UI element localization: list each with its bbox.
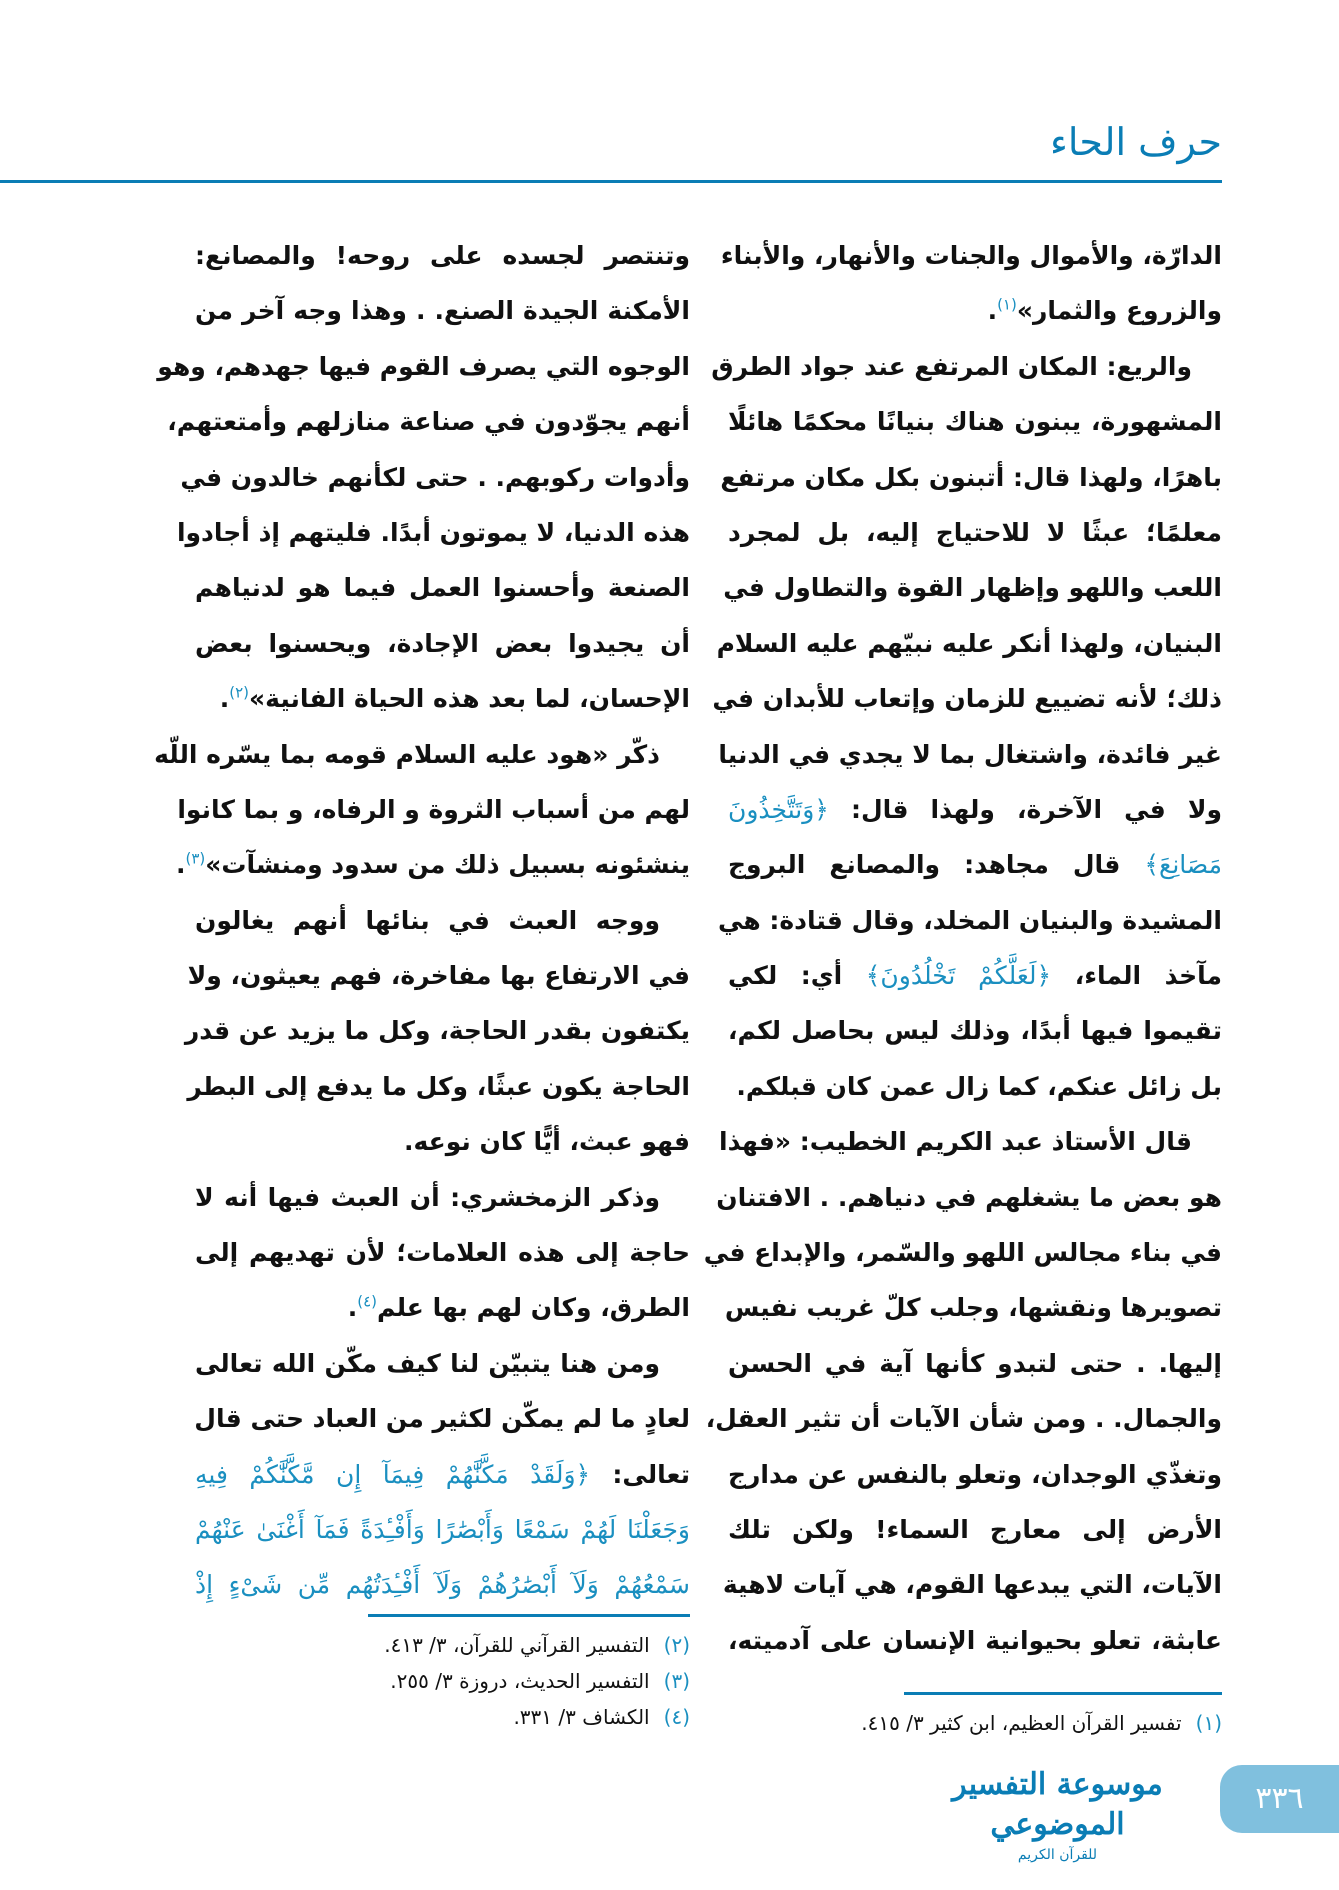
footnote-number: (٢)	[663, 1633, 690, 1657]
text-segment: في بناء مجالس اللهو والسّمر، والإبداع في	[703, 1238, 1222, 1268]
text-line	[728, 1502, 1222, 1557]
footnote-number: (٣)	[663, 1669, 690, 1693]
text-segment: والريع: المكان المرتفع عند جواد الطرق	[711, 351, 1192, 381]
text-line	[195, 560, 690, 615]
text-line	[722, 1557, 1222, 1612]
text-line	[187, 948, 690, 1003]
text-segment: وتغذّي الوجدان، وتعلو بالنفس عن مدارج	[728, 1459, 1222, 1489]
text-segment: المشيدة والبنيان المخلد، وقال قتادة: هي	[718, 905, 1222, 935]
text-segment: هذه الدنيا، لا يموتون أبدًا. فليتهم إذ أجادوا	[176, 517, 690, 547]
quran-verse: ﴿وَلَقَدْ مَكَّنَّٰهُمْ فِيمَآ إِن مَّكَّنَّٰكُمْ فِيهِ	[195, 1459, 591, 1489]
text-segment: الطرق، وكان لهم بها علم	[377, 1293, 690, 1323]
text-segment: فهو عبث، أيًّا كان نوعه.	[403, 1127, 690, 1157]
text-segment: حاجة إلى هذه العلامات؛ لأن تهديهم إلى	[195, 1238, 690, 1268]
text-segment: وأدوات ركوبهم. . حتى لكأنهم خالدون في	[180, 462, 690, 492]
text-segment: الدارّة، والأموال والجنات والأنهار، والأبناء	[720, 241, 1222, 270]
text-segment: يكتفون بقدر الحاجة، وكل ما يزيد عن قدر	[184, 1016, 690, 1046]
text-segment: وتنتصر لجسده على روحه! والمصانع:	[195, 241, 690, 270]
text-line	[728, 782, 1222, 837]
text-segment: أنهم يجوّدون في صناعة منازلهم وأمتعتهم،	[167, 407, 690, 437]
text-line	[720, 450, 1222, 505]
footnote-text: التفسير الحديث، دروزة ٣/ ٢٥٥.	[390, 1669, 650, 1693]
text-line	[712, 671, 1222, 726]
logo-subtitle: للقرآن الكريم	[1017, 1847, 1098, 1863]
text-segment: قال مجاهد: والمصانع البروج	[728, 850, 1145, 880]
text-segment: باهرًا، ولهذا قال: أتبنون بكل مكان مرتفع	[720, 462, 1222, 492]
text-line	[195, 1225, 690, 1280]
text-line	[157, 339, 690, 394]
text-line	[176, 837, 690, 892]
text-segment: هو بعض ما يشغلهم في دنياهم. . الافتنان	[716, 1182, 1222, 1212]
text-segment: والزروع والثمار»	[1016, 296, 1222, 326]
text-line	[718, 893, 1222, 948]
text-line	[703, 1225, 1222, 1280]
text-segment: عابثة، تعلو بحيوانية الإنسان على آدميته،	[728, 1625, 1222, 1655]
text-segment: لعادٍ ما لم يمكّن لكثير من العباد حتى قال	[194, 1404, 690, 1434]
text-segment: ينشئونه بسبيل ذلك من سدود ومنشآت»	[205, 850, 690, 880]
text-segment: أن يجيدوا بعض الإجادة، ويحسنوا بعض	[195, 628, 690, 658]
text-line	[195, 1391, 690, 1446]
text-line	[711, 339, 1222, 394]
text-segment: ذلك؛ لأنه تضييع للزمان وإتعاب للأبدان في	[712, 684, 1222, 714]
right-column	[703, 228, 1222, 1668]
text-line	[176, 505, 690, 560]
text-line	[723, 560, 1222, 615]
text-line	[720, 228, 1222, 283]
text-line	[154, 727, 690, 782]
footnote-number: (٤)	[663, 1705, 690, 1729]
text-segment: البنيان، ولهذا أنكر عليه نبيّهم عليه السلام	[716, 628, 1222, 658]
footnote-ref[interactable]: (٤)	[357, 1293, 377, 1312]
text-segment: الأمكنة الجيدة الصنع. . وهذا وجه آخر من	[195, 296, 690, 326]
text-segment: .	[219, 684, 230, 714]
text-line	[728, 1613, 1222, 1668]
header-divider	[0, 180, 1222, 183]
text-line	[728, 1447, 1222, 1502]
text-segment: والجمال. . ومن شأن الآيات أن تثير العقل،	[705, 1404, 1222, 1434]
text-line	[724, 1280, 1222, 1335]
text-line	[167, 394, 690, 449]
text-segment: إليها. . حتى لتبدو كأنها آية في الحسن	[728, 1348, 1222, 1378]
text-line	[716, 1170, 1222, 1225]
text-line	[728, 394, 1222, 449]
text-segment: قال الأستاذ عبد الكريم الخطيب: «فهذا	[719, 1127, 1192, 1157]
footnote-ref[interactable]: (٣)	[185, 849, 206, 868]
footnote	[390, 1663, 690, 1699]
text-line	[195, 1114, 690, 1169]
left-column	[154, 228, 690, 1613]
quran-verse: ﴿وَتَتَّخِذُونَ	[728, 794, 829, 824]
footnote	[861, 1705, 1222, 1741]
quran-verse: مَصَانِعَ﴾	[1144, 850, 1222, 880]
text-line	[195, 228, 690, 283]
quran-verse: ﴿لَعَلَّكُمْ تَخْلُدُونَ﴾	[865, 961, 1052, 991]
logo-title: موسوعة التفسير الموضوعي	[952, 1767, 1163, 1842]
text-line	[728, 1336, 1222, 1391]
text-segment: أي: لكي	[728, 961, 866, 991]
text-line	[195, 1557, 690, 1612]
text-segment: المشهورة، يبنون هناك بنيانًا محكمًا هائلًا	[728, 407, 1222, 437]
text-segment: ذكّر «هود عليه السلام قومه بما يسّره اللّه	[154, 739, 660, 769]
text-segment: الحاجة يكون عبثًا، وكل ما يدفع إلى البطر	[187, 1071, 690, 1101]
quran-verse: سَمْعُهُمْ وَلَآ أَبْصَٰرُهُمْ وَلَآ أَفْـِٔدَتُهُم مِّن شَىْءٍ إِذْ	[195, 1570, 690, 1600]
chapter-title: حرف الحاء	[1049, 120, 1222, 164]
footnote-ref[interactable]: (١)	[997, 296, 1017, 315]
text-segment: بل زائل عنكم، كما زال عمن كان قبلكم.	[736, 1071, 1222, 1101]
footnote-number: (١)	[1195, 1711, 1222, 1735]
text-line	[728, 283, 1222, 338]
series-logo	[930, 1765, 1185, 1865]
text-line	[728, 837, 1222, 892]
text-segment: الآيات، التي يبدعها القوم، هي آيات لاهية	[722, 1570, 1222, 1600]
footnote-divider-left	[368, 1614, 690, 1617]
text-line	[187, 1059, 690, 1114]
text-line	[180, 450, 690, 505]
text-line	[719, 1114, 1222, 1169]
footnote	[384, 1627, 690, 1663]
text-line	[718, 727, 1222, 782]
text-line	[728, 505, 1222, 560]
text-line	[195, 671, 690, 726]
footnote-divider-right	[904, 1692, 1222, 1695]
text-segment: في الارتفاع بها مفاخرة، فهم يعيثون، ولا	[187, 961, 690, 991]
text-segment: .	[347, 1293, 358, 1323]
text-line	[195, 1502, 690, 1557]
page-number: ٣٣٦	[1220, 1765, 1339, 1833]
text-line	[184, 1003, 690, 1058]
text-segment: .	[987, 296, 998, 326]
text-segment: معلمًا؛ عبثًا لا للاحتياج إليه، بل لمجرد	[728, 517, 1222, 547]
footnote-text: التفسير القرآني للقرآن، ٣/ ٤١٣.	[384, 1633, 650, 1657]
text-segment: ومن هنا يتبيّن لنا كيف مكّن الله تعالى	[195, 1348, 660, 1378]
text-line	[195, 1170, 690, 1225]
text-segment: مآخذ الماء،	[1051, 961, 1222, 991]
text-line	[195, 616, 690, 671]
text-line	[728, 1003, 1222, 1058]
footnote-ref[interactable]: (٢)	[229, 683, 250, 702]
text-line	[728, 948, 1222, 1003]
text-line	[705, 1391, 1222, 1446]
text-segment: تصويرها ونقشها، وجلب كلّ غريب نفيس	[724, 1293, 1222, 1323]
text-line	[195, 1336, 690, 1391]
text-segment: وذكر الزمخشري: أن العبث فيها أنه لا	[195, 1182, 660, 1212]
text-line	[728, 1059, 1222, 1114]
text-segment: .	[176, 850, 186, 880]
footnote	[513, 1699, 690, 1735]
text-segment: تعالى:	[590, 1459, 690, 1489]
text-line	[195, 1447, 690, 1502]
footnote-text: الكشاف ٣/ ٣٣١.	[513, 1705, 650, 1729]
text-line	[177, 782, 690, 837]
text-segment: الوجوه التي يصرف القوم فيها جهدهم، وهو	[157, 351, 690, 381]
text-segment: الإحسان، لما بعد هذه الحياة الفانية»	[249, 684, 690, 714]
text-segment: تقيموا فيها أبدًا، وذلك ليس بحاصل لكم،	[728, 1016, 1222, 1046]
footnote-text: تفسير القرآن العظيم، ابن كثير ٣/ ٤١٥.	[861, 1711, 1182, 1735]
text-line	[195, 283, 690, 338]
text-segment: لهم من أسباب الثروة و الرفاه، و بما كانوا	[177, 794, 690, 824]
text-segment: ووجه العبث في بنائها أنهم يغالون	[195, 905, 660, 935]
text-line	[195, 893, 690, 948]
text-segment: اللعب واللهو وإظهار القوة والتطاول في	[723, 573, 1222, 603]
text-segment: الصنعة وأحسنوا العمل فيما هو لدنياهم	[195, 573, 690, 603]
text-line	[716, 616, 1222, 671]
text-segment: غير فائدة، واشتغال بما لا يجدي في الدنيا	[718, 739, 1222, 769]
text-segment: ولا في الآخرة، ولهذا قال:	[828, 794, 1222, 824]
text-segment: الأرض إلى معارج السماء! ولكن تلك	[728, 1514, 1222, 1544]
text-line	[195, 1280, 690, 1335]
quran-verse: وَجَعَلْنَا لَهُمْ سَمْعًا وَأَبْصَٰرًا وَأَفْـِٔدَةً فَمَآ أَغْنَىٰ عَنْهُمْ	[195, 1514, 690, 1544]
